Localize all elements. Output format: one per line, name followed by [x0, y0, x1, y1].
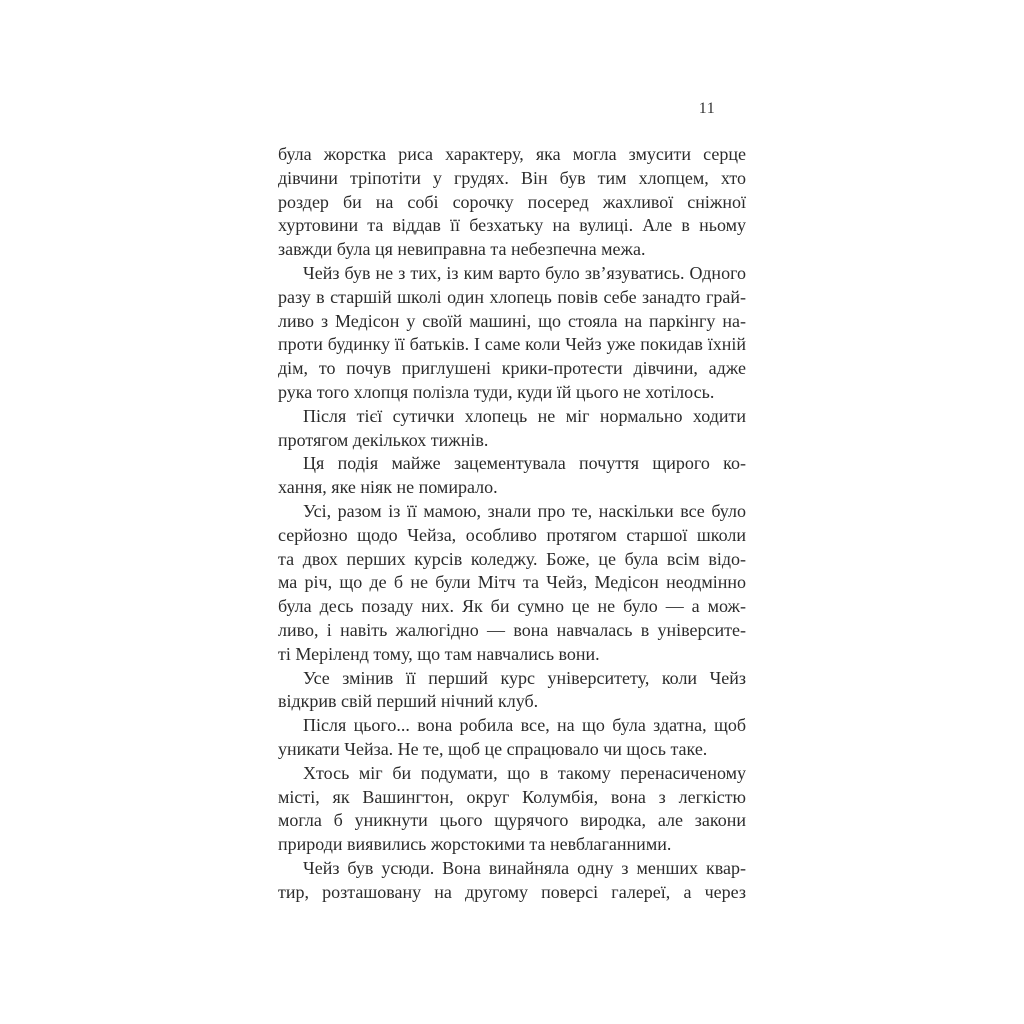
text-line: ма річ, що де б не були Мітч та Чейз, Медісон неодмінно: [278, 572, 746, 593]
paragraph: [278, 857, 746, 905]
text-line: проти будинку її батьків. І саме коли Чейз уже покидав їхній: [278, 334, 746, 355]
text-line: уникати Чейза. Не те, щоб це спрацювало чи щось таке.: [278, 738, 708, 759]
paragraph: [278, 143, 746, 262]
text-line: природи виявились жорстокими та невблаганними.: [278, 834, 672, 855]
text-line: хання, яке ніяк не помирало.: [278, 477, 498, 498]
page-number: 11: [698, 100, 716, 117]
text-line: роздер би на собі сорочку посеред жахливої сніжної: [278, 191, 746, 212]
text-line: ливо з Медісон у своїй машині, що стояла на паркінгу на-: [278, 310, 746, 331]
text-line: ливо, і навіть жалюгідно — вона навчалась в університе-: [278, 619, 746, 640]
paragraph: [278, 262, 746, 405]
text-block: [278, 143, 746, 905]
paragraph: [278, 405, 746, 453]
text-line: Після тієї сутички хлопець не міг нормально ходити: [303, 405, 746, 426]
paragraph: [278, 500, 746, 667]
text-line: Хтось міг би подумати, що в такому перенасиченому: [303, 762, 746, 783]
paragraph: [278, 667, 746, 715]
text-line: Ця подія майже зацементувала почуття щирого ко-: [303, 453, 746, 474]
text-line: протягом декількох тижнів.: [278, 429, 489, 450]
text-line: рука того хлопця полізла туди, куди їй цього не хотілось.: [278, 381, 715, 402]
text-line: Чейз був усюди. Вона винайняла одну з менших квар-: [303, 857, 746, 878]
text-line: Усе змінив її перший курс університету, коли Чейз: [303, 667, 746, 688]
text-line: Після цього... вона робила все, на що була здатна, щоб: [303, 715, 746, 736]
paragraph: [278, 714, 746, 762]
text-line: місті, як Вашингтон, округ Колумбія, вона з легкістю: [278, 786, 746, 807]
text-line: та двох перших курсів коледжу. Боже, це була всім відо-: [278, 548, 746, 569]
text-line: Усі, разом із її мамою, знали про те, наскільки все було: [303, 500, 746, 521]
text-line: була десь позаду них. Як би сумно це не було — а мож-: [278, 596, 746, 617]
text-line: тир, розташовану на другому поверсі галереї, а через: [278, 881, 746, 902]
text-line: разу в старшій школі один хлопець повів себе занадто грай-: [278, 286, 746, 307]
text-line: ті Меріленд тому, що там навчались вони.: [278, 643, 600, 664]
text-line: дівчини тріпотіти у грудях. Він був тим хлопцем, хто: [278, 167, 746, 188]
text-line: хуртовини та віддав її безхатьку на вулиці. Але в ньому: [278, 215, 746, 236]
text-line: відкрив свій перший нічний клуб.: [278, 691, 539, 712]
paragraph: [278, 762, 746, 857]
text-line: Чейз був не з тих, із ким варто було зв’язуватись. Одного: [303, 262, 746, 283]
text-line: дім, то почув приглушені крики-протести дівчини, адже: [278, 358, 746, 379]
text-line: могла б уникнути цього щурячого виродка, але закони: [278, 810, 746, 831]
text-line: була жорстка риса характеру, яка могла змусити серце: [278, 144, 746, 164]
paragraph: [278, 452, 746, 500]
text-line: серйозно щодо Чейза, особливо протягом старшої школи: [278, 524, 746, 545]
text-line: завжди була ця невиправна та небезпечна межа.: [278, 239, 646, 260]
